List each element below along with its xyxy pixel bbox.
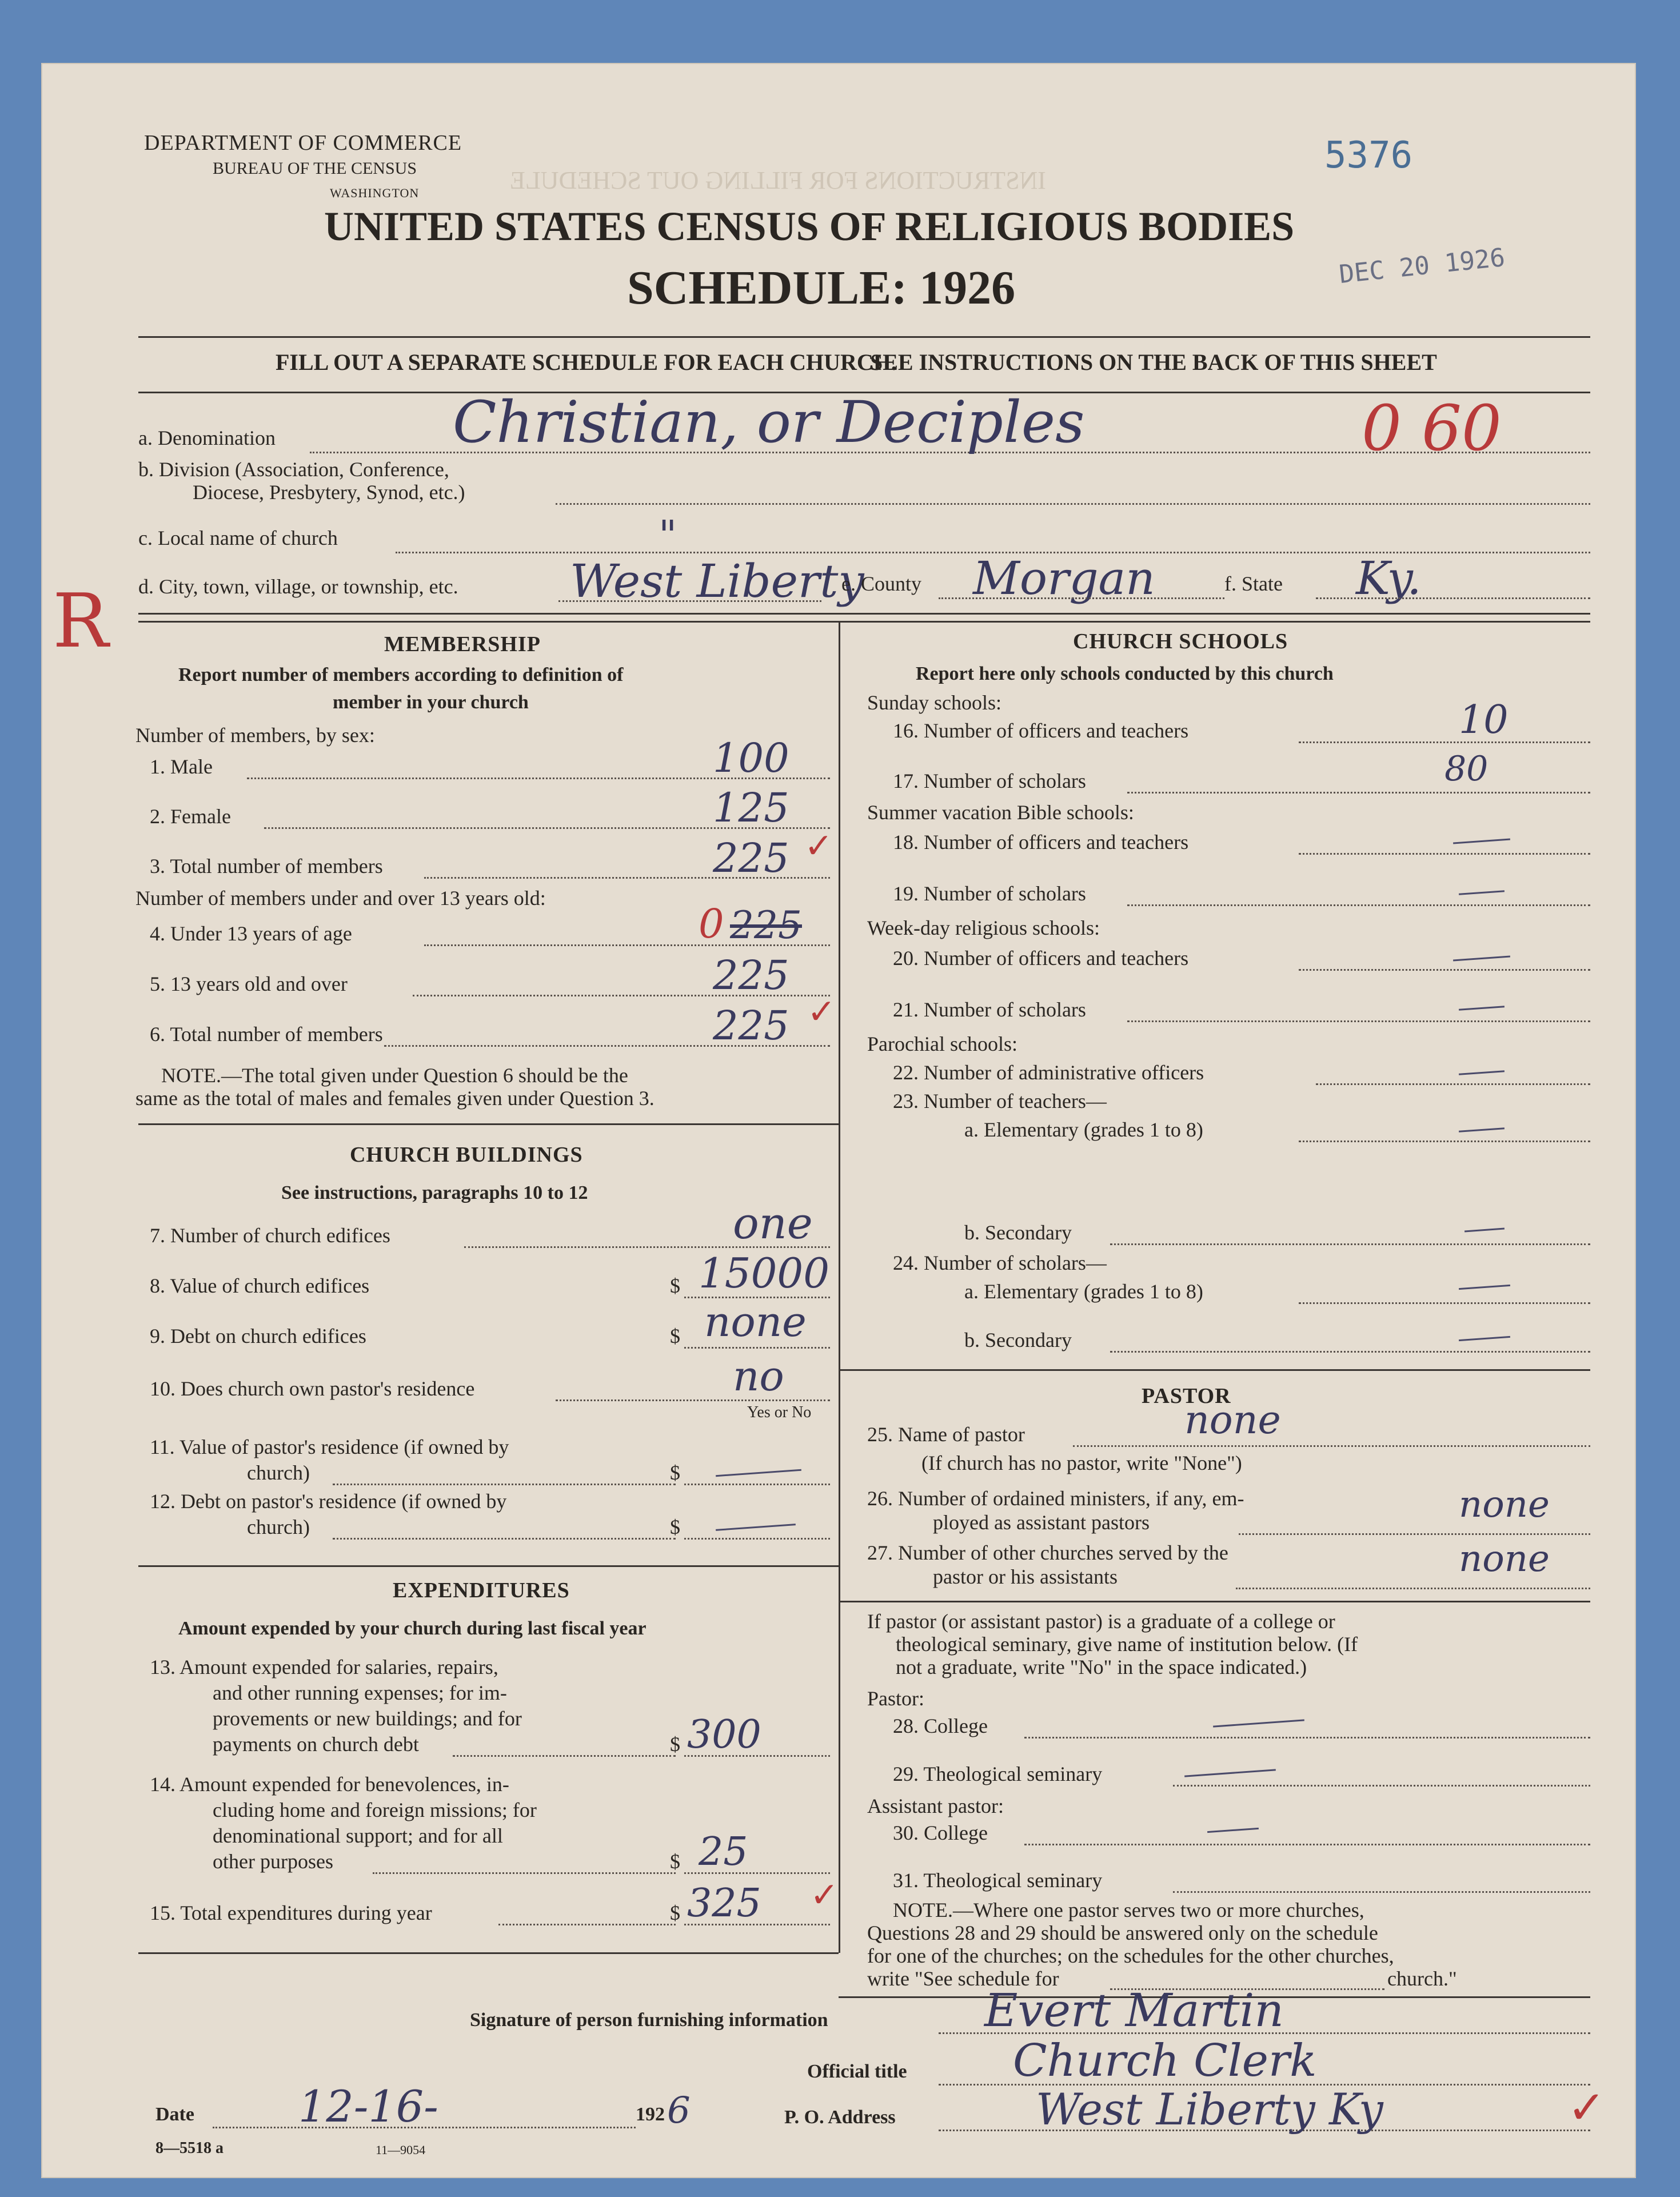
q25-label: 25. Name of pastor [867, 1423, 1025, 1446]
division-label-line2: Diocese, Presbytery, Synod, etc.) [193, 481, 465, 504]
q13-dollar: $ [670, 1733, 680, 1756]
q14-value: 25 [699, 1829, 748, 1875]
assistant-pastor-sub-label: Assistant pastor: [867, 1795, 1004, 1817]
department-name: DEPARTMENT OF COMMERCE [144, 131, 462, 155]
q24b-label: b. Secondary [964, 1329, 1072, 1351]
city-value: West Liberty [570, 555, 864, 608]
q23b-label: b. Secondary [964, 1221, 1072, 1244]
expenditures-heading: EXPENDITURES [393, 1578, 570, 1602]
q25-value: none [1184, 1398, 1281, 1443]
q26-value: none [1459, 1484, 1550, 1526]
q8-value-amount: 15000 [699, 1249, 830, 1297]
form-subtitle: SCHEDULE: 1926 [627, 261, 1016, 314]
bureau-name: BUREAU OF THE CENSUS [213, 159, 417, 178]
received-date-stamp: DEC 20 1926 [1338, 242, 1507, 290]
q8-dollar: $ [670, 1274, 680, 1297]
q13-value: 300 [687, 1712, 761, 1757]
state-label: f. State [1224, 572, 1283, 595]
q16-label: 16. Number of officers and teachers [893, 719, 1189, 742]
division-label-line1: b. Division (Association, Conference, [138, 458, 449, 481]
q15-value: 325 [687, 1881, 761, 1926]
q15-label: 15. Total expenditures during year [150, 1901, 432, 1924]
q9-dollar: $ [670, 1325, 680, 1347]
q2-female-value: 125 [713, 784, 789, 831]
q7-edifices-value: one [733, 1198, 813, 1249]
membership-note-line1: Report number of members according to definition of [178, 664, 624, 685]
official-title-value: Church Clerk [1013, 2035, 1317, 2087]
q13-label-4: payments on church debt [213, 1733, 419, 1756]
census-schedule-page [41, 63, 1636, 2178]
q13-label-2: and other running expenses; for im- [213, 1681, 507, 1704]
separate-schedule-instruction: FILL OUT A SEPARATE SCHEDULE FOR EACH CHURCH. [276, 349, 897, 375]
signature-label: Signature of person furnishing information [470, 2009, 828, 2031]
q26-label-2: ployed as assistant pastors [933, 1511, 1150, 1534]
q3-total-label: 3. Total number of members [150, 855, 383, 878]
q3-check-mark: ✓ [804, 827, 833, 865]
q27-value: none [1459, 1538, 1550, 1580]
form-title: UNITED STATES CENSUS OF RELIGIOUS BODIES [324, 204, 1295, 249]
q4-struck-value: 225 [730, 903, 802, 947]
membership-heading: MEMBERSHIP [384, 632, 541, 656]
q2-female-label: 2. Female [150, 805, 231, 828]
graduate-note-3: not a graduate, write "No" in the space indicated.) [896, 1656, 1307, 1678]
margin-review-mark: R [53, 577, 109, 664]
graduate-note-1: If pastor (or assistant pastor) is a graduate of a college or [867, 1610, 1335, 1633]
q31-label: 31. Theological seminary [893, 1869, 1103, 1892]
q17-label: 17. Number of scholars [893, 769, 1086, 792]
q17-value: 80 [1444, 749, 1489, 789]
q19-label: 19. Number of scholars [893, 882, 1086, 905]
parochial-schools-label: Parochial schools: [867, 1032, 1017, 1055]
q16-value: 10 [1459, 697, 1509, 743]
q6-check-mark: ✓ [807, 993, 836, 1031]
serial-number: 5376 [1324, 134, 1413, 177]
q6-total-label: 6. Total number of members [150, 1023, 383, 1046]
membership-note-line2: member in your church [333, 692, 529, 713]
q18-label: 18. Number of officers and teachers [893, 831, 1189, 854]
members-by-age-label: Number of members under and over 13 years old: [135, 887, 546, 910]
members-by-sex-label: Number of members, by sex: [135, 724, 375, 747]
q10-yes-no-hint: Yes or No [747, 1403, 812, 1421]
print-number: 11—9054 [376, 2143, 426, 2157]
q5-over13-label: 5. 13 years old and over [150, 972, 348, 995]
q27-label-2: pastor or his assistants [933, 1565, 1118, 1588]
q7-edifices-label: 7. Number of church edifices [150, 1224, 390, 1247]
county-label: e. County [841, 572, 921, 595]
form-number: 8—5518 a [155, 2139, 224, 2157]
date-label: Date [155, 2104, 194, 2125]
membership-note-a: NOTE.—The total given under Question 6 should be the [161, 1064, 628, 1087]
q14-label-3: denominational support; and for all [213, 1824, 503, 1847]
q28-label: 28. College [893, 1714, 988, 1737]
q6-total-value: 225 [713, 1002, 789, 1049]
q13-label-1: 13. Amount expended for salaries, repairs, [150, 1656, 498, 1678]
church-schools-sub: Report here only schools conducted by this church [916, 663, 1334, 684]
pastor-note-2: Questions 28 and 29 should be answered only on the schedule [867, 1921, 1378, 1944]
county-value: Morgan [973, 552, 1155, 605]
q12-dollar: $ [670, 1516, 680, 1538]
denomination-code: 0 60 [1362, 392, 1502, 465]
q11-residence-value-label-2: church) [247, 1461, 310, 1484]
po-address-value: West Liberty Ky [1036, 2084, 1383, 2135]
local-name-value: " [659, 512, 677, 559]
q25-hint: (If church has no pastor, write "None") [921, 1452, 1242, 1474]
q29-label: 29. Theological seminary [893, 1763, 1103, 1785]
q12-residence-debt-label-1: 12. Debt on pastor's residence (if owned by [150, 1490, 507, 1513]
signature-value: Evert Martin [984, 1984, 1284, 2037]
church-buildings-heading: CHURCH BUILDINGS [350, 1143, 583, 1167]
q12-residence-debt-label-2: church) [247, 1516, 310, 1538]
local-name-label: c. Local name of church [138, 527, 338, 549]
back-instructions-note: SEE INSTRUCTIONS ON THE BACK OF THIS SHEET [870, 349, 1437, 375]
denomination-value: Christian, or Deciples [453, 389, 1085, 456]
q14-label-2: cluding home and foreign missions; for [213, 1799, 537, 1821]
q26-label-1: 26. Number of ordained ministers, if any, em- [867, 1487, 1244, 1510]
q23a-label: a. Elementary (grades 1 to 8) [964, 1118, 1203, 1141]
q21-label: 21. Number of scholars [893, 998, 1086, 1021]
pastor-sub-label: Pastor: [867, 1687, 925, 1710]
q14-label-1: 14. Amount expended for benevolences, in- [150, 1773, 509, 1796]
church-schools-heading: CHURCH SCHOOLS [1073, 629, 1288, 653]
q30-label: 30. College [893, 1821, 988, 1844]
q13-label-3: provements or new buildings; and for [213, 1707, 522, 1730]
pastor-note-3: for one of the churches; on the schedules for the other churches, [867, 1944, 1394, 1967]
pastor-note-1: NOTE.—Where one pastor serves two or more churches, [893, 1899, 1364, 1921]
q20-label: 20. Number of officers and teachers [893, 947, 1189, 970]
membership-note-b: same as the total of males and females given under Question 3. [135, 1087, 655, 1110]
q15-dollar: $ [670, 1901, 680, 1924]
q24a-label: a. Elementary (grades 1 to 8) [964, 1280, 1203, 1303]
q9-debt-value: none [704, 1298, 807, 1346]
q14-label-4: other purposes [213, 1850, 333, 1873]
q24-label: 24. Number of scholars— [893, 1251, 1107, 1274]
official-title-label: Official title [807, 2061, 907, 2082]
city-label: d. City, town, village, or township, etc. [138, 575, 458, 598]
summer-schools-label: Summer vacation Bible schools: [867, 801, 1134, 824]
denomination-label: a. Denomination [138, 426, 276, 449]
pastor-note-4: write "See schedule for [867, 1967, 1059, 1990]
q3-total-value: 225 [713, 835, 789, 882]
q4-under13-value: 0 [699, 900, 724, 947]
church-buildings-sub: See instructions, paragraphs 10 to 12 [281, 1182, 588, 1203]
q22-label: 22. Number of administrative officers [893, 1061, 1204, 1084]
date-value: 12-16- [298, 2081, 438, 2132]
expenditures-sub: Amount expended by your church during last fiscal year [178, 1618, 647, 1639]
q9-debt-label: 9. Debt on church edifices [150, 1325, 366, 1347]
q10-residence-value: no [733, 1352, 784, 1400]
pastor-note-5: church." [1387, 1967, 1457, 1990]
q14-dollar: $ [670, 1850, 680, 1873]
year-prefix: 192 [636, 2104, 665, 2125]
q1-male-label: 1. Male [150, 755, 213, 778]
pastor-heading: PASTOR [1142, 1384, 1231, 1408]
q11-residence-value-label-1: 11. Value of pastor's residence (if owned by [150, 1436, 509, 1458]
po-address-label: P. O. Address [784, 2107, 896, 2128]
year-digit: 6 [667, 2090, 691, 2132]
q5-over13-value: 225 [713, 952, 789, 999]
q10-residence-label: 10. Does church own pastor's residence [150, 1377, 475, 1400]
bleed-through-heading: INSTRUCTIONS FOR FILLING OUT SCHEDULE [510, 166, 1046, 194]
q4-under13-label: 4. Under 13 years of age [150, 922, 352, 945]
weekday-schools-label: Week-day religious schools: [867, 916, 1100, 939]
q15-check-mark: ✓ [810, 1876, 839, 1914]
state-value: Ky. [1356, 552, 1422, 605]
q11-dollar: $ [670, 1461, 680, 1484]
sunday-schools-label: Sunday schools: [867, 691, 1002, 714]
graduate-note-2: theological seminary, give name of institution below. (If [896, 1633, 1358, 1656]
q8-value-label: 8. Value of church edifices [150, 1274, 370, 1297]
q27-label-1: 27. Number of other churches served by the [867, 1541, 1228, 1564]
city-name: WASHINGTON [330, 186, 420, 200]
q1-male-value: 100 [713, 735, 789, 781]
footer-check-mark: ✓ [1567, 2083, 1606, 2134]
q23-label: 23. Number of teachers— [893, 1090, 1107, 1113]
